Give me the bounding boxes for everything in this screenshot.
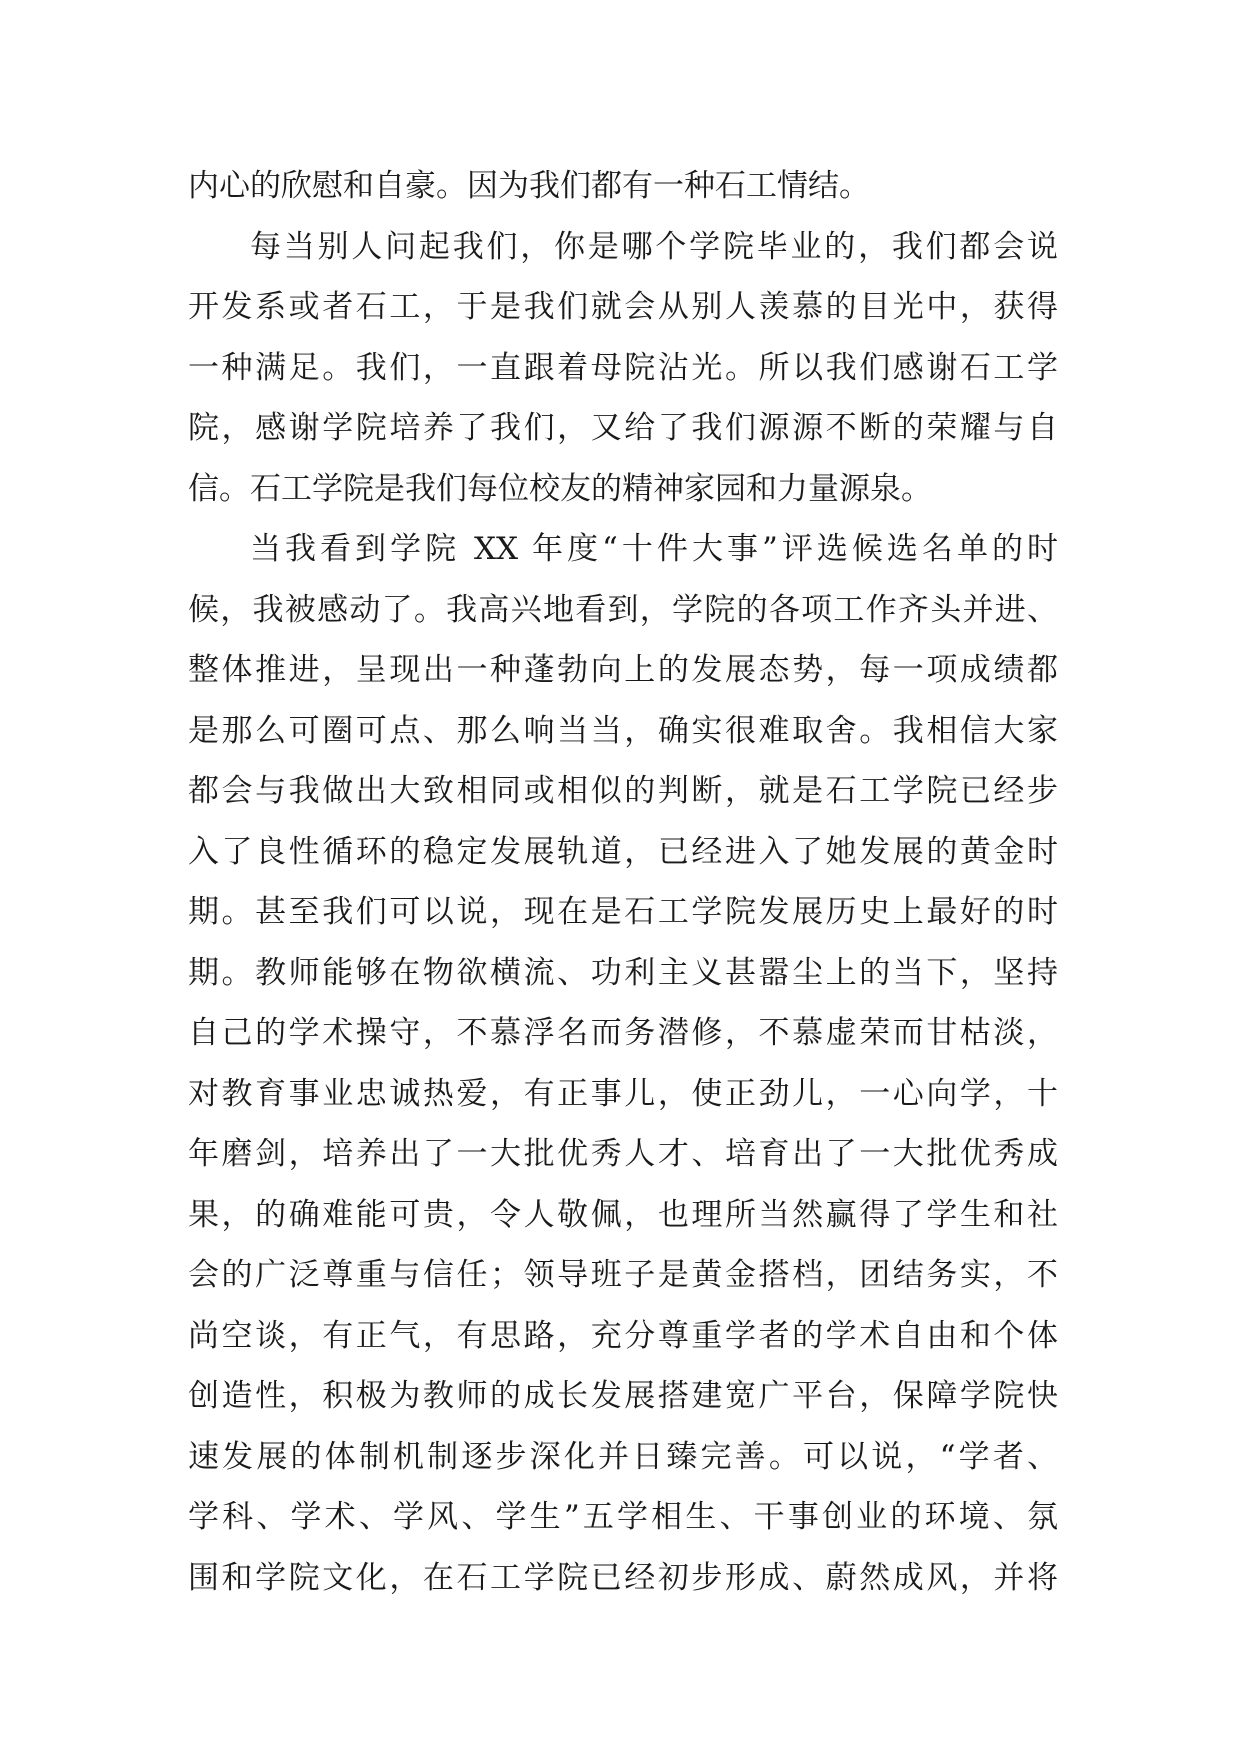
text-line: 内心的欣慰和自豪。因为我们都有一种石工情结。: [188, 168, 870, 204]
text-line: 对教育事业忠诚热爱，有正事儿，使正劲儿，一心向学，十: [188, 1075, 1058, 1112]
text-line: 一种满足。我们，一直跟着母院沾光。所以我们感谢石工学: [188, 349, 1058, 386]
text-line: 院，感谢学院培养了我们，又给了我们源源不断的荣耀与自: [188, 410, 1058, 446]
text-line: 期。甚至我们可以说，现在是石工学院发展历史上最好的时: [188, 894, 1058, 930]
text-line: 尚空谈，有正气，有思路，充分尊重学者的学术自由和个体: [188, 1317, 1058, 1354]
text-line: 整体推进，呈现出一种蓬勃向上的发展态势，每一项成绩都: [188, 652, 1058, 688]
text-line: 开发系或者石工，于是我们就会从别人羡慕的目光中，获得: [188, 289, 1058, 325]
text-line: 期。教师能够在物欲横流、功利主义甚嚣尘上的当下，坚持: [188, 954, 1058, 991]
text-line: 学科、学术、学风、学生”五学相生、干事创业的环境、氛: [188, 1499, 1058, 1535]
text-line: 都会与我做出大致相同或相似的判断，就是石工学院已经步: [188, 773, 1058, 809]
paragraph-first-line: 当我看到学院 XX 年度“十件大事”评选候选名单的时: [250, 531, 1058, 567]
text-line: 果，的确难能可贵，令人敬佩，也理所当然赢得了学生和社: [188, 1196, 1058, 1233]
text-line: 自己的学术操守，不慕浮名而务潜修，不慕虚荣而甘枯淡，: [188, 1015, 1058, 1051]
text-line: 会的广泛尊重与信任；领导班子是黄金搭档，团结务实，不: [188, 1257, 1058, 1293]
text-line: 围和学院文化，在石工学院已经初步形成、蔚然成风，并将: [188, 1559, 1058, 1596]
text-line: 创造性，积极为教师的成长发展搭建宽广平台，保障学院快: [188, 1378, 1058, 1414]
body-text: [188, 156, 1058, 1608]
text-line: 信。石工学院是我们每位校友的精神家园和力量源泉。: [188, 470, 932, 507]
text-line: 是那么可圈可点、那么响当当，确实很难取舍。我相信大家: [188, 712, 1058, 749]
text-line: 年磨剑，培养出了一大批优秀人才、培育出了一大批优秀成: [188, 1136, 1058, 1172]
paragraph-first-line: 每当别人问起我们，你是哪个学院毕业的，我们都会说: [250, 228, 1058, 265]
text-line: 入了良性循环的稳定发展轨道，已经进入了她发展的黄金时: [188, 833, 1058, 870]
text-line: 速发展的体制机制逐步深化并日臻完善。可以说，“学者、: [188, 1438, 1058, 1475]
text-line: 候，我被感动了。我高兴地看到，学院的各项工作齐头并进、: [188, 591, 1058, 628]
